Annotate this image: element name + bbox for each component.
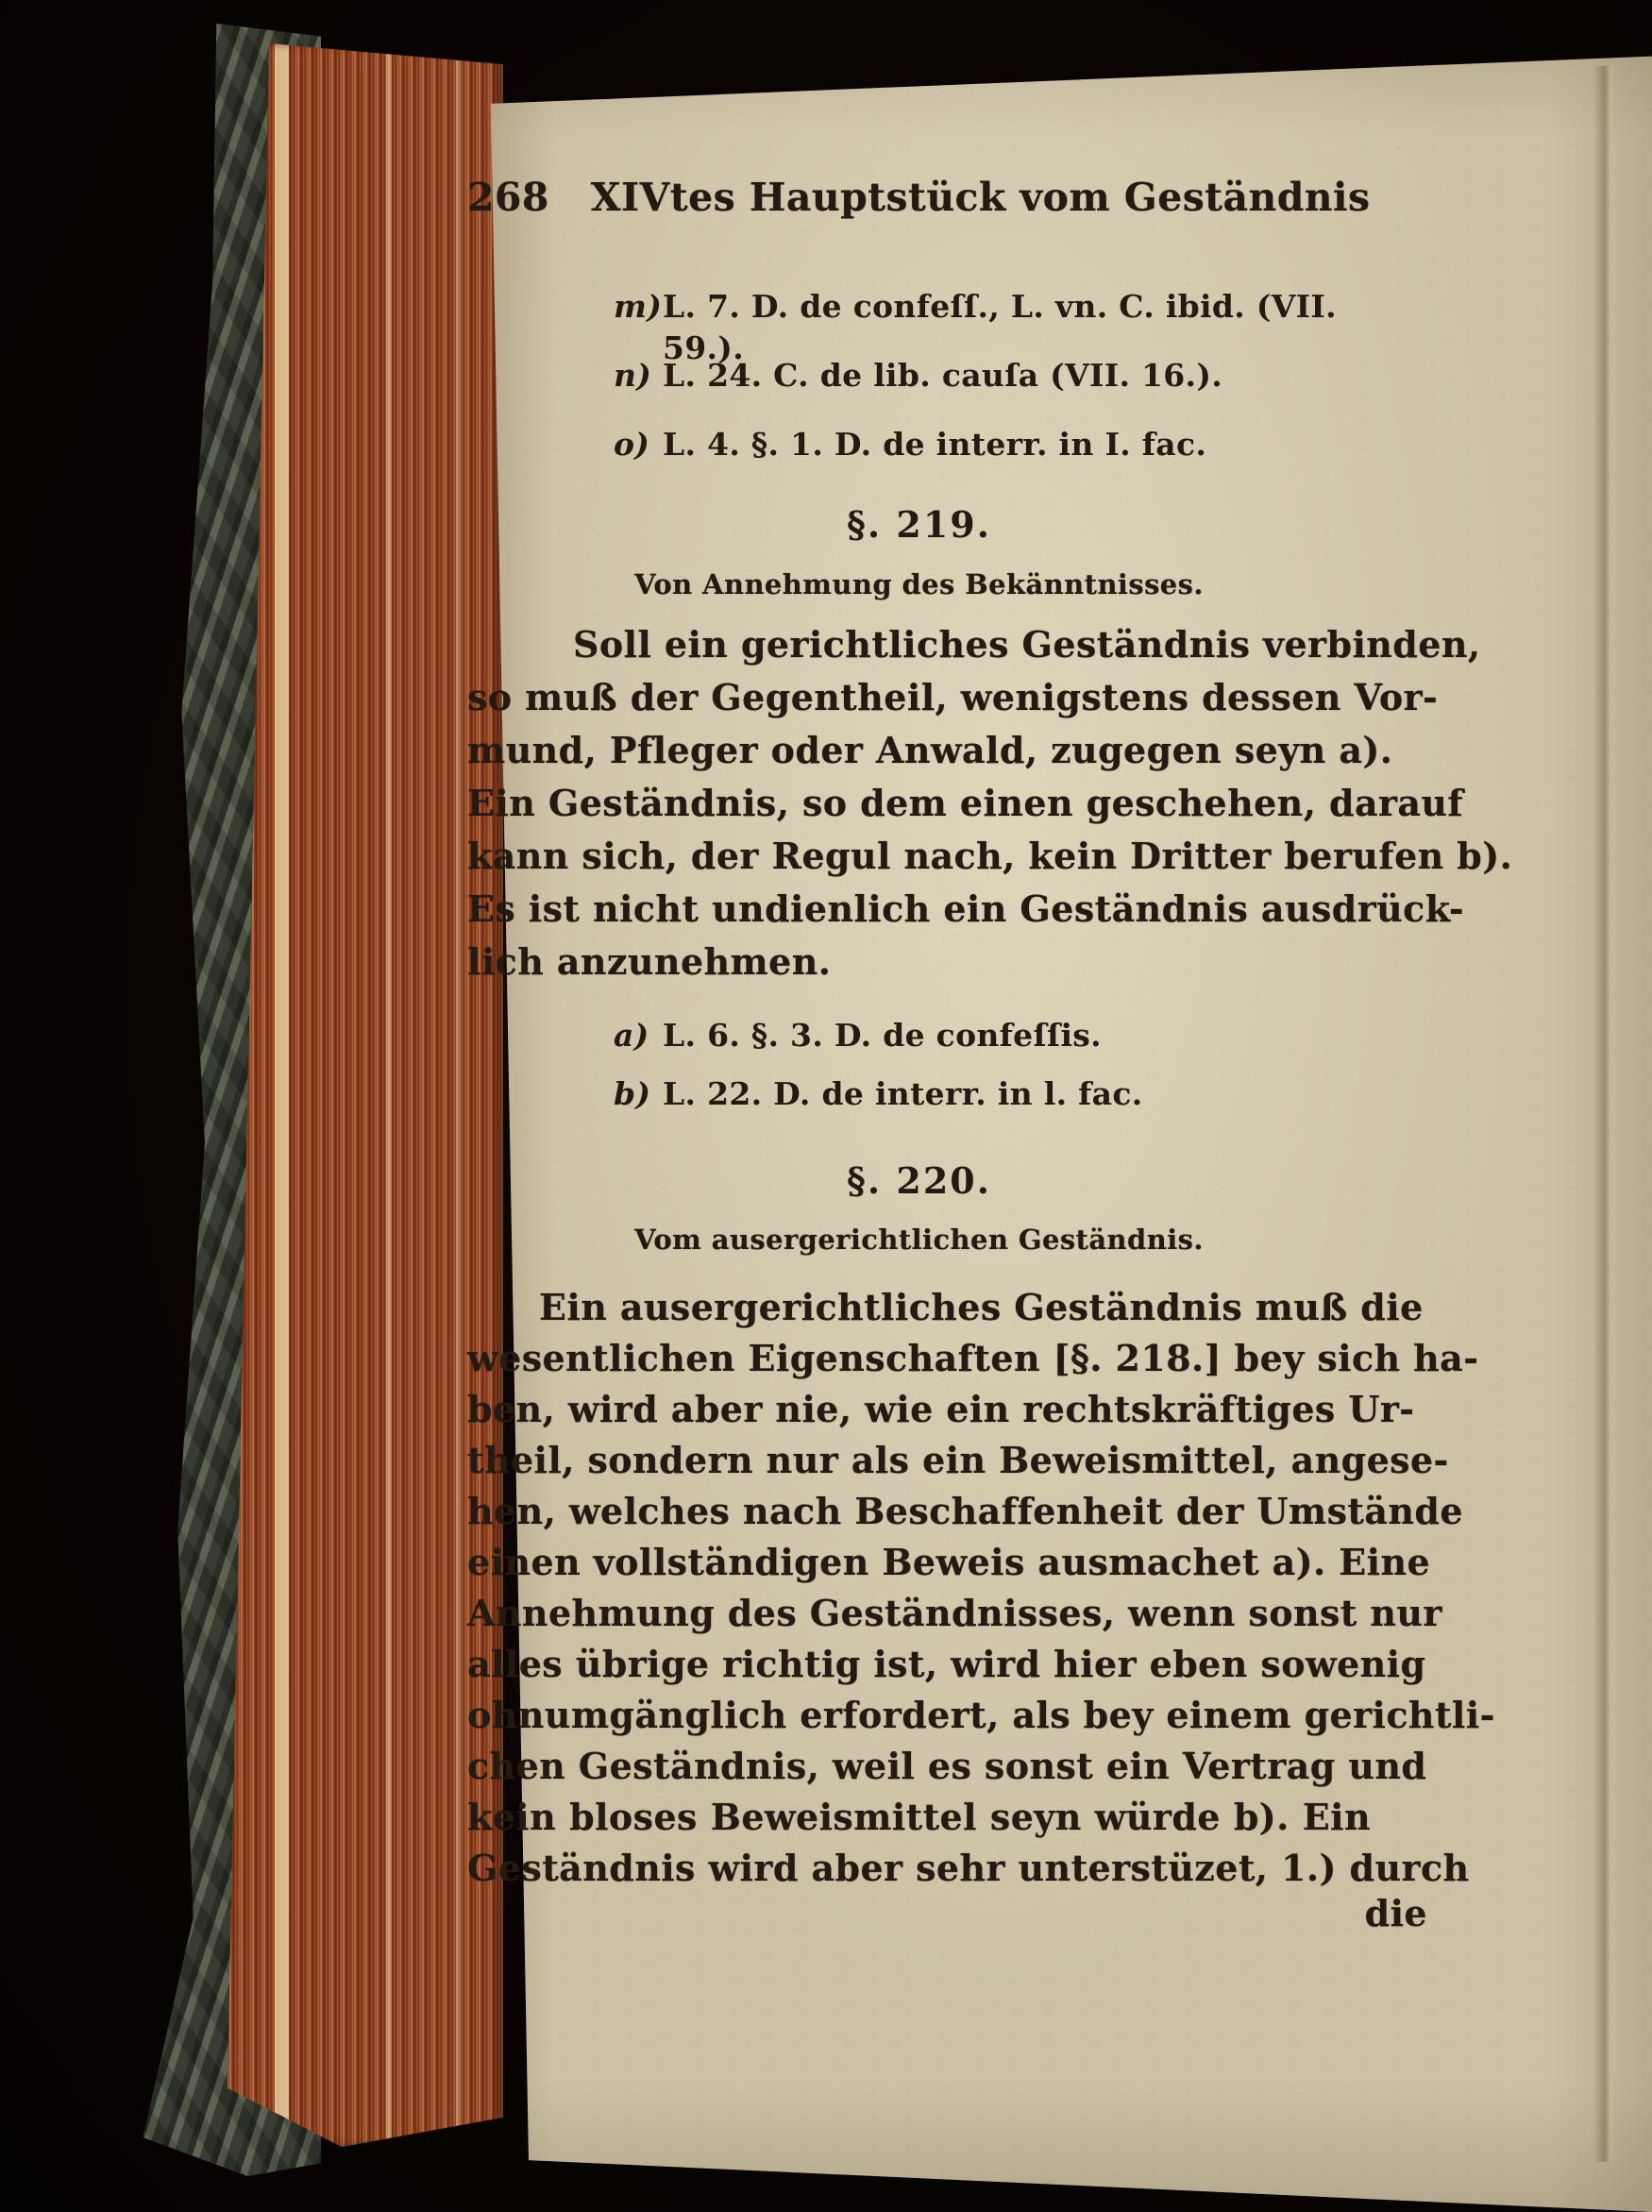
text-line: Es ist nicht undienlich ein Geständnis ausdrück- — [467, 887, 1465, 930]
text-line: Soll ein gerichtliches Geständnis verbinden, — [573, 623, 1481, 666]
text-line: Ein ausergerichtliches Geständnis muß die — [539, 1286, 1424, 1328]
footnote-text: L. 7. D. de confeſſ., L. vn. C. ibid. (VII. 59.). — [663, 288, 1337, 366]
text-line: lich anzunehmen. — [467, 940, 832, 983]
text-line: ohnumgänglich erfordert, als bey einem gerichtli- — [467, 1694, 1495, 1736]
section-220-paragraph — [467, 1282, 1495, 1894]
text-line: kein bloses Beweismittel seyn würde b). Ein — [467, 1796, 1371, 1838]
text-line: so muß der Gegentheil, wenigstens dessen Vor- — [467, 676, 1439, 718]
footnote-n — [614, 355, 1378, 397]
text-line: Ein Geständnis, so dem einen geschehen, darauf — [467, 782, 1464, 824]
running-title: XIVtes Hauptstück vom Geständnis — [590, 175, 1371, 220]
text-line: theil, sondern nur als ein Beweismittel, angese- — [467, 1439, 1449, 1481]
footnote-text: L. 4. §. 1. D. de interr. in I. fac. — [663, 426, 1207, 463]
footnote-marker: b) — [614, 1075, 651, 1112]
page-header — [467, 175, 1374, 220]
footnote-marker: a) — [614, 1017, 649, 1054]
footnote-text: L. 24. C. de lib. cauſa (VII. 16.). — [663, 357, 1223, 394]
catchword: die — [1364, 1892, 1427, 1934]
red-page-block-edge — [225, 43, 503, 2147]
footnote-text: L. 22. D. de interr. in l. fac. — [663, 1075, 1143, 1112]
text-line: hen, welches nach Beschaffenheit der Umstände — [467, 1490, 1463, 1532]
text-line: chen Geständnis, weil es sonst ein Vertrag und — [467, 1745, 1427, 1787]
footnote-marker: m) — [614, 288, 663, 325]
footnote-text: L. 6. §. 3. D. de confeſſis. — [663, 1017, 1102, 1054]
text-line: kann sich, der Regul nach, kein Dritter berufen b). — [467, 835, 1513, 877]
section-219-subtitle: Von Annehmung des Bekänntnisses. — [634, 568, 1204, 600]
section-220-subtitle: Vom ausergerichtlichen Geständnis. — [634, 1224, 1204, 1256]
text-line: ben, wird aber nie, wie ein rechtskräftiges Ur- — [467, 1388, 1415, 1430]
footnote-marker: o) — [614, 426, 650, 463]
footnote-o — [614, 424, 1378, 465]
footnote-a — [614, 1015, 1378, 1056]
text-line: mund, Pfleger oder Anwald, zugegen seyn a). — [467, 729, 1393, 771]
gutter-fold-shadow — [1593, 66, 1618, 2162]
section-219-paragraph — [467, 618, 1513, 988]
footnote-marker: n) — [614, 357, 652, 394]
section-220-heading: §. 220. — [847, 1159, 991, 1202]
text-line: wesentlichen Eigenschaften [§. 218.] bey sich ha- — [467, 1337, 1479, 1379]
text-line: Annehmung des Geständnisses, wenn sonst nur — [467, 1592, 1442, 1634]
text-line: einen vollständigen Beweis ausmachet a). Eine — [467, 1541, 1431, 1583]
footnote-b — [614, 1073, 1378, 1115]
text-line: Geständnis wird aber sehr unterstüzet, 1.) durch — [467, 1847, 1470, 1889]
section-219-heading: §. 219. — [847, 503, 991, 546]
text-line: alles übrige richtig ist, wird hier eben sowenig — [467, 1643, 1426, 1685]
page-number: 268 — [467, 175, 549, 220]
